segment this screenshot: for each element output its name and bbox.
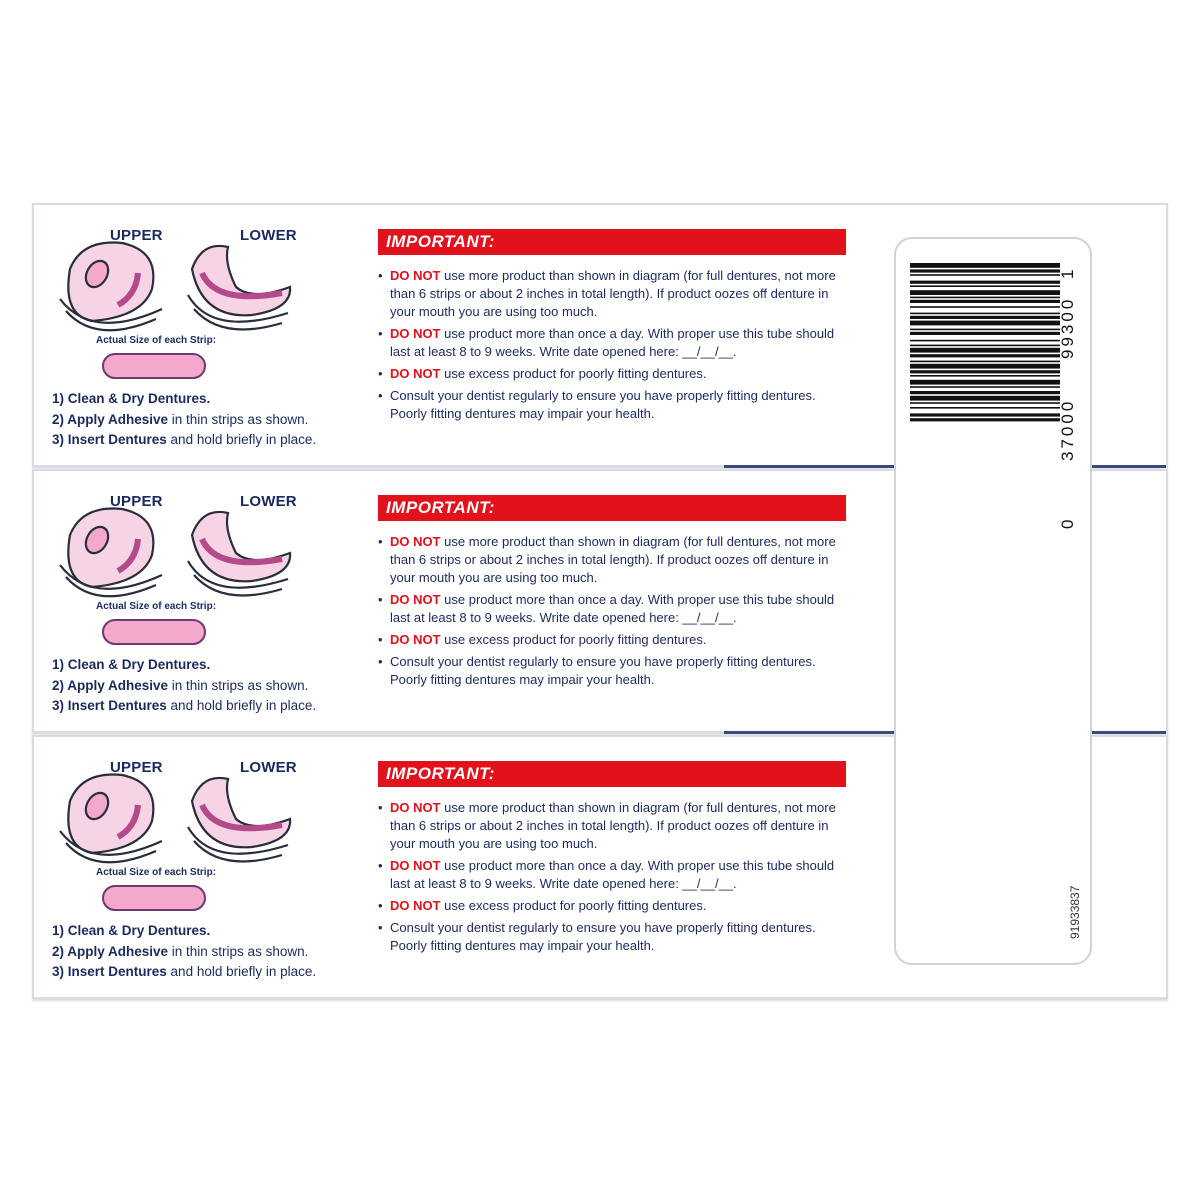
warning-list (376, 267, 846, 427)
upper-label: UPPER (110, 493, 163, 510)
barcode-bar (910, 348, 1060, 353)
barcode-bar (910, 313, 1060, 315)
barcode-bar (910, 364, 1060, 369)
lower-denture-icon (188, 246, 290, 330)
warning-list (376, 799, 846, 959)
barcode-bar (910, 290, 1060, 295)
barcode-icon (910, 263, 1060, 503)
warning-item: • DO NOT use more product than shown in diagram (for full dentures, not more than 6 strips or about 2 inches in total length). If product oozes off denture in your mouth you are using too much. (376, 799, 846, 853)
important-banner: IMPORTANT: (378, 229, 846, 255)
step-2: 2) Apply Adhesive in thin strips as shown. (52, 411, 309, 427)
important-banner: IMPORTANT: (378, 495, 846, 521)
step-1: 1) Clean & Dry Dentures. (52, 657, 211, 672)
upper-label: UPPER (110, 227, 163, 244)
step-1: 1) Clean & Dry Dentures. (52, 391, 211, 406)
lower-denture-icon (188, 778, 290, 862)
step-1: 1) Clean & Dry Dentures. (52, 923, 211, 938)
barcode-bar (910, 316, 1060, 319)
barcode-bar (910, 345, 1060, 347)
strip-size-caption: Actual Size of each Strip: (96, 601, 217, 612)
usage-steps (52, 921, 316, 983)
barcode-bar (910, 407, 1060, 409)
warning-item: • DO NOT use product more than once a day. With proper use this tube should last at least 8 to 9 weeks. Write date opened here: __/__/__. (376, 325, 846, 361)
barcode-first-digit: 0 (1058, 516, 1077, 529)
barcode-group-2: 99300 (1058, 296, 1077, 359)
warning-item: • DO NOT use more product than shown in diagram (for full dentures, not more than 6 strips or about 2 inches in total length). If product oozes off denture in your mouth you are using too much. (376, 267, 846, 321)
denture-diagram-icon (52, 495, 302, 605)
barcode-bar (910, 375, 1060, 377)
barcode-bar (910, 285, 1060, 287)
barcode-bar (910, 329, 1060, 331)
barcode-bar (910, 269, 1060, 272)
usage-steps (52, 655, 316, 717)
warning-item: • DO NOT use product more than once a day. With proper use this tube should last at least 8 to 9 weeks. Write date opened here: __/__/__. (376, 857, 846, 893)
lower-label: LOWER (240, 227, 297, 244)
barcode-bar (910, 274, 1060, 276)
warning-item: • Consult your dentist regularly to ensure you have properly fitting dentures. Poorly fitting dentures may impair your health. (376, 919, 846, 955)
usage-steps (52, 389, 316, 451)
strip-size-swatch (102, 619, 206, 645)
strip-size-swatch (102, 353, 206, 379)
barcode-bar (910, 380, 1060, 385)
barcode-bar (910, 306, 1060, 308)
warning-item: • DO NOT use excess product for poorly fitting dentures. (376, 365, 846, 383)
barcode-bar (910, 321, 1060, 326)
barcode-bar (910, 418, 1060, 421)
warning-item: • Consult your dentist regularly to ensure you have properly fitting dentures. Poorly fitting dentures may impair your health. (376, 387, 846, 423)
warning-item: • DO NOT use excess product for poorly fitting dentures. (376, 631, 846, 649)
barcode-bar (910, 332, 1060, 335)
barcode-bar (910, 396, 1060, 401)
warning-item: • Consult your dentist regularly to ensure you have properly fitting dentures. Poorly fitting dentures may impair your health. (376, 653, 846, 689)
strip-size-caption: Actual Size of each Strip: (96, 335, 217, 346)
important-banner: IMPORTANT: (378, 761, 846, 787)
barcode-group-1: 37000 (1058, 398, 1077, 461)
barcode-bar (910, 391, 1060, 394)
step-3: 3) Insert Dentures and hold briefly in place. (52, 698, 317, 713)
strip-size-swatch (102, 885, 206, 911)
barcode-bar (910, 281, 1060, 284)
denture-diagram-icon (52, 761, 302, 871)
product-code: 91933837 (1068, 885, 1082, 939)
warning-item: • DO NOT use excess product for poorly fitting dentures. (376, 897, 846, 915)
denture-diagram-icon (52, 229, 302, 339)
step-2: 2) Apply Adhesive in thin strips as shown. (52, 677, 309, 693)
upper-label: UPPER (110, 759, 163, 776)
step-3: 3) Insert Dentures and hold briefly in place. (52, 432, 317, 447)
barcode-bar (910, 386, 1060, 388)
warning-item: • DO NOT use more product than shown in diagram (for full dentures, not more than 6 strips or about 2 inches in total length). If product oozes off denture in your mouth you are using too much. (376, 533, 846, 587)
warning-item: • DO NOT use product more than once a day. With proper use this tube should last at least 8 to 9 weeks. Write date opened here: __/__/__. (376, 591, 846, 627)
barcode-bar (910, 263, 1060, 268)
barcode-bar (910, 340, 1060, 342)
barcode-bar (910, 361, 1060, 363)
upper-denture-icon (60, 243, 162, 331)
barcode-bar (910, 370, 1060, 373)
upper-denture-icon (60, 509, 162, 597)
strip-size-caption: Actual Size of each Strip: (96, 867, 217, 878)
lower-label: LOWER (240, 759, 297, 776)
barcode-bar (910, 413, 1060, 416)
step-2: 2) Apply Adhesive in thin strips as shown. (52, 943, 309, 959)
step-3: 3) Insert Dentures and hold briefly in place. (52, 964, 317, 979)
upper-denture-icon (60, 775, 162, 863)
lower-label: LOWER (240, 493, 297, 510)
barcode-bar (910, 402, 1060, 404)
barcode-bar (910, 300, 1060, 303)
barcode-bar (910, 354, 1060, 357)
barcode-panel (894, 237, 1092, 965)
barcode-last-digit: 1 (1058, 266, 1077, 279)
warning-list (376, 533, 846, 693)
lower-denture-icon (188, 512, 290, 596)
barcode-bar (910, 297, 1060, 299)
